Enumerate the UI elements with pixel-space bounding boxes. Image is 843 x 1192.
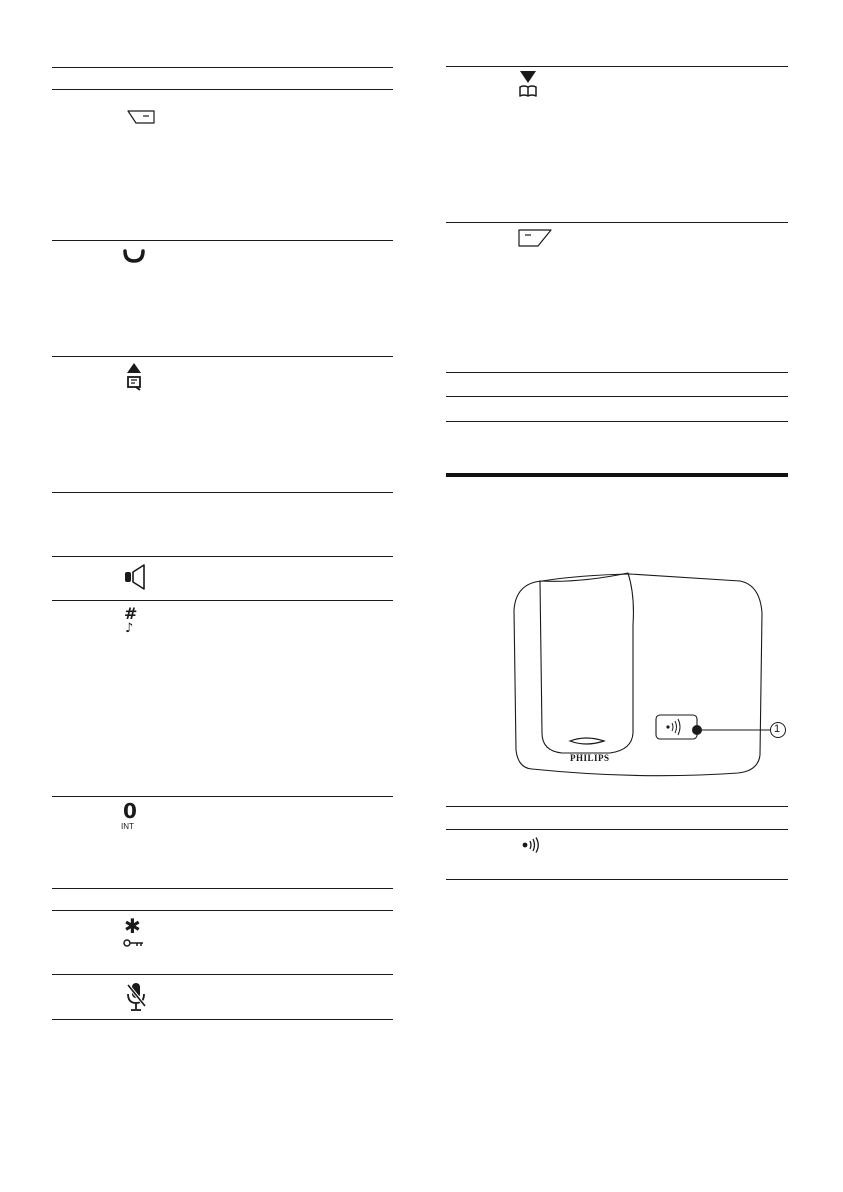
philips-logo: PHILIPS bbox=[570, 753, 610, 763]
hash-ringer-icon bbox=[123, 606, 139, 640]
table-rule bbox=[446, 829, 788, 830]
star-glyph: ✱ bbox=[124, 914, 141, 938]
table-rule bbox=[446, 806, 788, 807]
down-phonebook-icon bbox=[518, 70, 538, 98]
left-softkey-icon bbox=[120, 110, 156, 124]
table-rule bbox=[52, 89, 393, 90]
paging-icon bbox=[520, 837, 544, 853]
key-icon bbox=[123, 939, 145, 947]
callout-number: 1 bbox=[774, 723, 781, 735]
table-rule bbox=[52, 888, 393, 889]
mute-microphone-icon bbox=[125, 982, 147, 1012]
table-rule bbox=[52, 356, 393, 357]
base-station-illustration bbox=[500, 565, 800, 780]
table-rule bbox=[52, 600, 393, 601]
table-rule bbox=[446, 421, 788, 422]
star-keylock-icon bbox=[122, 916, 146, 948]
intercom-zero-icon bbox=[120, 801, 144, 835]
table-rule bbox=[52, 796, 393, 797]
table-rule bbox=[52, 910, 393, 911]
table-rule bbox=[446, 66, 788, 67]
int-label: INT bbox=[121, 822, 134, 831]
up-redial-icon bbox=[126, 363, 142, 391]
table-rule bbox=[52, 974, 393, 975]
music-note-glyph: ♪ bbox=[125, 621, 134, 636]
right-softkey-icon bbox=[516, 228, 554, 248]
table-rule bbox=[446, 222, 788, 223]
table-rule bbox=[446, 396, 788, 397]
table-rule bbox=[52, 67, 393, 68]
table-rule bbox=[446, 372, 788, 373]
table-rule bbox=[446, 879, 788, 880]
end-call-icon bbox=[123, 249, 145, 263]
table-rule bbox=[52, 556, 393, 557]
zero-glyph: 0 bbox=[123, 799, 137, 823]
speaker-icon bbox=[124, 564, 148, 590]
section-rule bbox=[446, 473, 788, 477]
table-rule bbox=[52, 240, 393, 241]
hash-glyph: # bbox=[124, 604, 138, 623]
table-rule bbox=[52, 1019, 393, 1020]
table-rule bbox=[52, 492, 393, 493]
